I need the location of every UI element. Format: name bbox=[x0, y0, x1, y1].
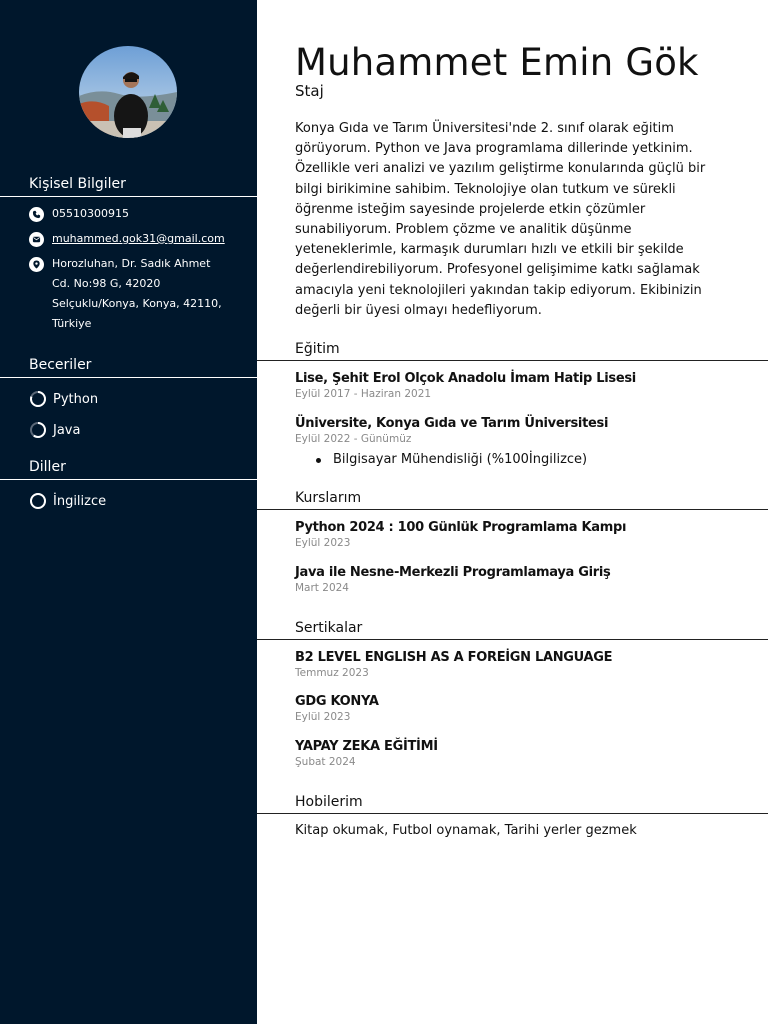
location-pin-icon bbox=[29, 257, 44, 272]
mail-icon bbox=[29, 232, 44, 247]
education-item-title: Lise, Şehit Erol Olçok Anadolu İmam Hatip Lisesi bbox=[295, 371, 636, 386]
profile-summary: Konya Gıda ve Tarım Üniversitesi'nde 2. sınıf olarak eğitim görüyorum. Python ve Java programlama dillerinde yetkinim. Özellikle veri analizi ve yazılım geliştirme konularında güçlü bir bilgi birikimine sahibim. Teknolojiye olan tutkum ve sürekli öğrenme isteğim sayesinde projelerde etkin çözümler sunabiliyorum. Problem çözme ve analitik düşünme yeteneklerimle, karmaşık durumları hızlı ve etkili bir şekilde değerlendirebiliyorum. Profesyonel gelişimime katkı sağlamak amacıyla yeni teknolojileri yakından takip ediyorum. Ekibinizin değerli bir üyesi olmayı hedefliyorum. bbox=[295, 121, 706, 318]
certificate-item-title: B2 LEVEL ENGLISH AS A FOREİGN LANGUAGE bbox=[295, 650, 613, 665]
divider bbox=[257, 813, 768, 814]
phone-icon bbox=[29, 207, 44, 222]
language-level-ring bbox=[29, 492, 47, 510]
courses-heading: Kurslarım bbox=[295, 490, 362, 506]
divider bbox=[257, 639, 768, 640]
course-item-date: Eylül 2023 bbox=[295, 537, 351, 549]
contact-address bbox=[29, 256, 222, 334]
course-item-date: Mart 2024 bbox=[295, 582, 349, 594]
certificate-item-title: YAPAY ZEKA EĞİTİMİ bbox=[295, 739, 438, 754]
education-item-date: Eylül 2017 - Haziran 2021 bbox=[295, 388, 432, 400]
course-item-title: Java ile Nesne-Merkezli Programlamaya Giriş bbox=[295, 565, 611, 580]
avatar bbox=[79, 46, 177, 138]
divider bbox=[0, 377, 257, 378]
contact-phone bbox=[29, 206, 129, 224]
address-line: Cd. No:98 G, 42020 bbox=[52, 277, 161, 290]
skill-item-python bbox=[29, 390, 98, 408]
skill-label: Java bbox=[53, 422, 81, 438]
contact-email bbox=[29, 231, 225, 249]
certificate-item-date: Eylül 2023 bbox=[295, 711, 351, 723]
phone-number: 05510300915 bbox=[52, 207, 129, 220]
languages-heading: Diller bbox=[29, 459, 66, 475]
candidate-role: Staj bbox=[295, 82, 324, 100]
divider bbox=[257, 509, 768, 510]
address-line: Selçuklu/Konya, Konya, 42110, bbox=[52, 297, 222, 310]
education-item-title: Üniversite, Konya Gıda ve Tarım Üniversitesi bbox=[295, 416, 609, 431]
bullet-dot bbox=[316, 458, 321, 463]
skill-level-ring bbox=[29, 390, 47, 408]
language-label: İngilizce bbox=[53, 493, 107, 509]
language-item-english bbox=[29, 492, 106, 510]
certificate-item-title: GDG KONYA bbox=[295, 694, 379, 709]
candidate-name: Muhammet Emin Gök bbox=[295, 41, 699, 84]
hobbies-text: Kitap okumak, Futbol oynamak, Tarihi yerler gezmek bbox=[295, 823, 637, 838]
certificate-item-date: Şubat 2024 bbox=[295, 756, 356, 768]
main-content bbox=[257, 0, 768, 1024]
divider bbox=[257, 360, 768, 361]
education-item-detail: Bilgisayar Mühendisliği (%100İngilizce) bbox=[333, 452, 588, 467]
personal-info-heading: Kişisel Bilgiler bbox=[29, 176, 126, 192]
certificates-heading: Sertikalar bbox=[295, 620, 363, 636]
level-ring-fill bbox=[31, 494, 45, 508]
sidebar bbox=[0, 0, 257, 1024]
hobbies-heading: Hobilerim bbox=[295, 794, 363, 810]
skill-label: Python bbox=[53, 391, 99, 407]
education-heading: Eğitim bbox=[295, 341, 340, 357]
address-line: Horozluhan, Dr. Sadık Ahmet bbox=[52, 257, 211, 270]
skill-level-ring bbox=[29, 421, 47, 439]
skills-heading: Beceriler bbox=[29, 357, 92, 373]
divider bbox=[0, 196, 257, 197]
divider bbox=[0, 479, 257, 480]
certificate-item-date: Temmuz 2023 bbox=[295, 667, 369, 679]
address-line: Türkiye bbox=[52, 317, 92, 330]
course-item-title: Python 2024 : 100 Günlük Programlama Kampı bbox=[295, 520, 627, 535]
email-link[interactable]: muhammed.gok31@gmail.com bbox=[52, 232, 225, 245]
address bbox=[52, 254, 222, 334]
skill-item-java bbox=[29, 421, 80, 439]
education-item-date: Eylül 2022 - Günümüz bbox=[295, 433, 412, 445]
